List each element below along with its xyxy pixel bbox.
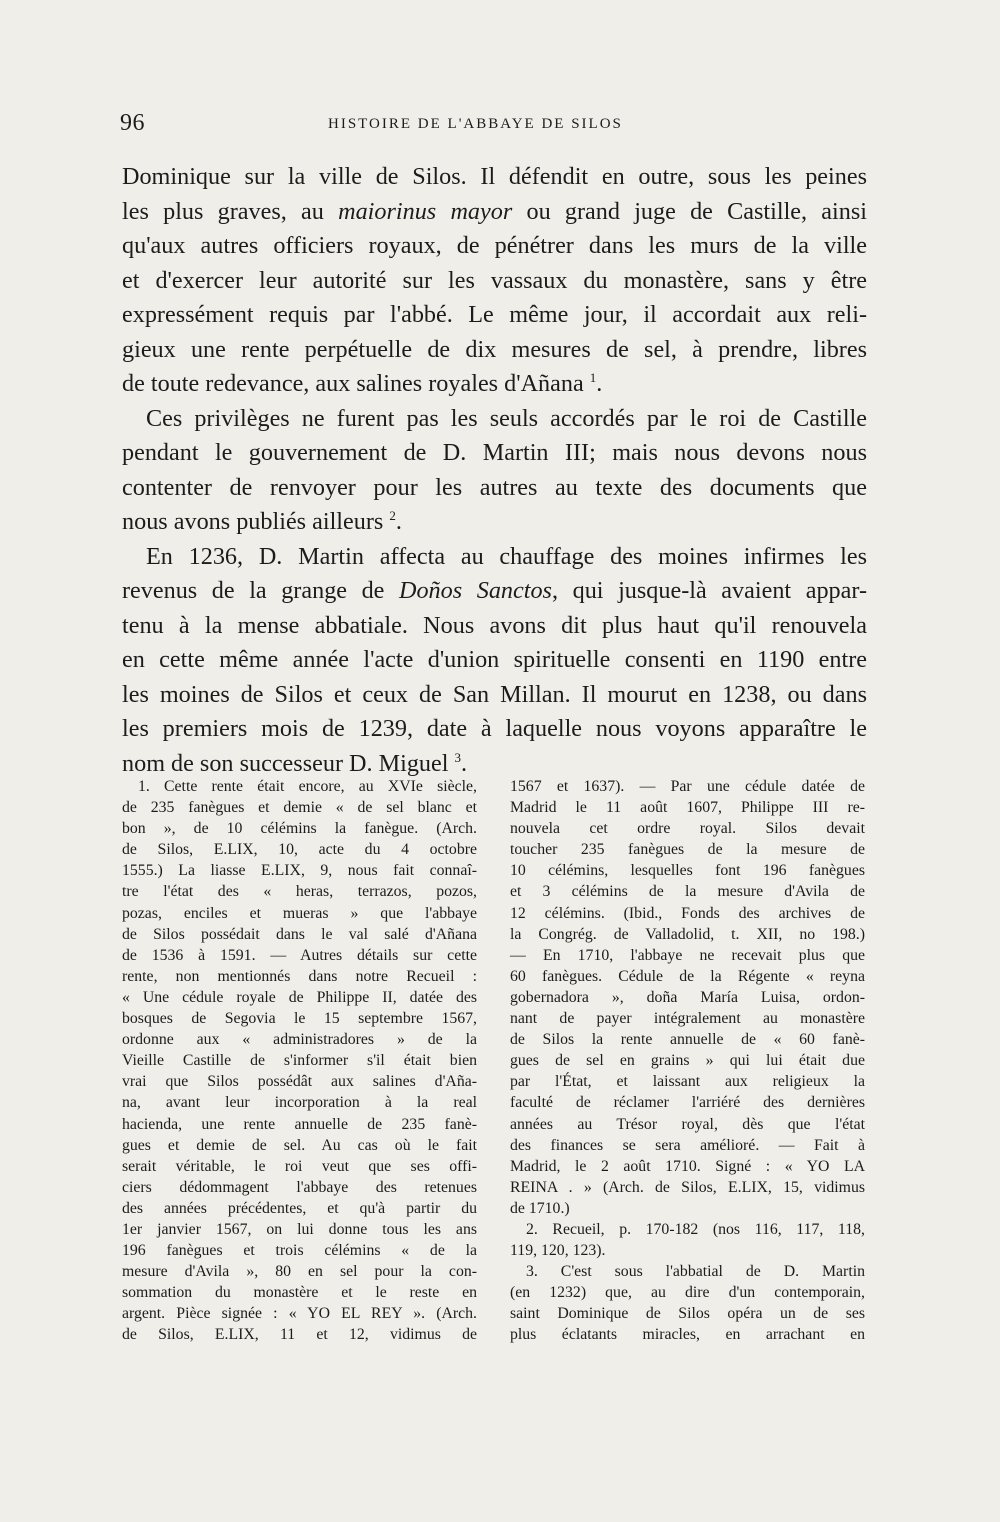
footnote-line: pozas, enciles et mueras » que l'abbaye <box>122 904 477 922</box>
footnote-line: faculté de réclamer l'arriéré des dernières <box>510 1094 865 1112</box>
footnote-line: nant de payer intégralement au monastère <box>510 1010 865 1028</box>
footnote-line: bon », de 10 célémins la fanègue. (Arch. <box>122 820 477 838</box>
footnote-line: des finances se sera amélioré. — Fait à <box>510 1136 865 1154</box>
text-line-with-italic: les plus graves, au maiorinus mayor ou grand juge de Castille, ainsi <box>122 197 867 225</box>
footnote-line: 60 fanègues. Cédule de la Régente « reyna <box>510 967 865 985</box>
footnote-line: par l'État, et laissant aux religieux la <box>510 1073 865 1091</box>
footnote-line: — En 1710, l'abbaye ne recevait plus que <box>510 946 865 964</box>
text-line-last: de toute redevance, aux salines royales d'Añana $^1$. <box>122 369 603 397</box>
footnote-line: hacienda, une rente annuelle de 235 fanè- <box>122 1115 477 1133</box>
main-text <box>122 160 867 781</box>
page-number: 96 <box>120 110 145 136</box>
footnote-line: plus éclatants miracles, en arrachant en <box>510 1326 865 1344</box>
footnotes-right-column <box>510 776 865 1346</box>
footnote-line: et 3 célémins de la mesure d'Avila de <box>510 883 865 901</box>
text-line: et d'exercer leur autorité sur les vassaux du monastère, sans y être <box>122 266 867 294</box>
footnote-line: sommation du monastère et le reste en <box>122 1284 477 1302</box>
footnote-line: gues et demie de sel. Au cas où le fait <box>122 1136 477 1154</box>
text-fragment: de toute redevance, aux salines royales d'Añana <box>122 370 584 397</box>
footnote-line: Vieille Castille de s'informer s'il était bien <box>122 1052 477 1070</box>
text-line: Dominique sur la ville de Silos. Il défendit en outre, sous les peines <box>122 163 867 190</box>
footnote-line: gobernadora », doña María Luisa, ordon- <box>510 988 865 1006</box>
footnote-line: nouvela cet ordre royal. Silos devait <box>510 820 865 838</box>
footnote-line: de 1710.) <box>510 1199 570 1217</box>
footnote-line: de Silos, E.LIX, 11 et 12, vidimus de <box>122 1326 477 1344</box>
footnote-line: vrai que Silos possédât aux salines d'Aña- <box>122 1073 477 1091</box>
footnote-line: ordonne aux « administradores » de la <box>122 1031 477 1049</box>
text-line-last: nom de son successeur D. Miguel $^3$. <box>122 749 468 777</box>
footnote-line: Madrid le 11 août 1607, Philippe III re- <box>510 799 865 817</box>
footnote-line: « Une cédule royale de Philippe II, datée des <box>122 988 477 1006</box>
footnote-line: de Silos la rente annuelle de « 60 fanè- <box>510 1031 865 1049</box>
footnote-line: de Silos, E.LIX, 10, acte du 4 octobre <box>122 841 477 859</box>
footnote-line: mesure d'Avila », 80 en sel pour la con- <box>122 1263 477 1281</box>
text-line: en cette même année l'acte d'union spirituelle consenti en 1190 entre <box>122 646 867 673</box>
text-line: En 1236, D. Martin affecta au chauffage des moines infirmes les <box>146 542 867 570</box>
footnote-line: 1555.) La liasse E.LIX, 9, nous fait connaî- <box>122 862 477 880</box>
footnote-line: argent. Pièce signée : « YO EL REY ». (Arch. <box>122 1305 477 1323</box>
footnote-line: de Silos possédait dans le val salé d'Añana <box>122 925 477 943</box>
footnote-ref: 1 <box>589 369 597 385</box>
footnote-line: tre l'état des « heras, terrazos, pozos, <box>122 883 477 901</box>
text-line: contenter de renvoyer pour les autres au texte des documents que <box>122 473 867 501</box>
text-line: gieux une rente perpétuelle de dix mesures de sel, à prendre, libres <box>122 335 867 363</box>
footnote-line: la Congrég. de Valladolid, t. XII, no 198.) <box>510 925 865 943</box>
footnote-line: (en 1232) que, au dire d'un contemporain, <box>510 1284 865 1302</box>
text-fragment: nom de son successeur D. Miguel <box>122 749 449 777</box>
footnote-line: serait véritable, le roi veut que ses offi- <box>122 1157 477 1175</box>
footnote-line: 2. Recueil, p. 170-182 (nos 116, 117, 118, <box>526 1220 865 1238</box>
italic-term: maiorinus mayor <box>338 197 513 225</box>
footnote-line: de 1536 à 1591. — Autres détails sur cette <box>122 946 477 964</box>
running-title: HISTOIRE DE L'ABBAYE DE SILOS <box>328 116 623 132</box>
footnote-line: 10 célémins, lesquelles font 196 fanègues <box>510 862 865 880</box>
footnote-line: années au Trésor royal, dès que l'état <box>510 1115 865 1133</box>
text-line: tenu à la mense abbatiale. Nous avons dit plus haut qu'il renouvela <box>122 611 867 639</box>
italic-term: Doños Sanctos <box>399 577 552 604</box>
text-line: pendant le gouvernement de D. Martin III; mais nous devons nous <box>122 439 867 466</box>
footnotes <box>122 776 877 1376</box>
text-line-with-italic: revenus de la grange de Doños Sanctos, qui jusque-là avaient appar- <box>122 577 867 604</box>
footnote-line: Madrid, le 2 août 1710. Signé : « YO LA <box>510 1157 865 1175</box>
text-line: expressément requis par l'abbé. Le même jour, il accordait aux reli- <box>122 301 867 328</box>
text-line: qu'aux autres officiers royaux, de pénétrer dans les murs de la ville <box>122 232 867 259</box>
footnote-line: 196 fanègues et trois célémins « de la <box>122 1242 477 1260</box>
footnote-line: des années précédentes, et qu'à partir du <box>122 1199 477 1217</box>
page-header <box>120 110 875 140</box>
footnote-line: rente, non mentionnés dans notre Recueil : <box>122 967 477 985</box>
footnote-line: 119, 120, 123). <box>510 1242 606 1260</box>
footnote-ref: 3 <box>454 749 462 765</box>
footnote-line: saint Dominique de Silos opéra un de ses <box>510 1305 865 1323</box>
footnotes-left-column <box>122 776 477 1346</box>
footnote-line: ciers dédommagent l'abbaye des retenues <box>122 1178 477 1196</box>
footnote-line: na, avant leur incorporation à la real <box>122 1094 477 1112</box>
footnote-line: 3. C'est sous l'abbatial de D. Martin <box>526 1263 865 1281</box>
footnote-line: 1567 et 1637). — Par une cédule datée de <box>510 778 865 795</box>
footnote-line: 1. Cette rente était encore, au XVIe siècle, <box>138 778 477 795</box>
text-line: Ces privilèges ne furent pas les seuls accordés par le roi de Castille <box>146 404 867 432</box>
footnote-line: REINA . » (Arch. de Silos, E.LIX, 15, vidimus <box>510 1178 865 1196</box>
text-line: les premiers mois de 1239, date à laquelle nous voyons apparaître le <box>122 715 867 742</box>
footnote-line: toucher 235 fanègues de la mesure de <box>510 841 865 859</box>
footnote-line: 1er janvier 1567, on lui donne tous les ans <box>122 1220 477 1238</box>
text-line: les moines de Silos et ceux de San Millan. Il mourut en 1238, ou dans <box>122 680 867 708</box>
text-line-last: nous avons publiés ailleurs $^2$. <box>122 507 402 535</box>
footnote-line: gues de sel en grains » qui lui était due <box>510 1052 865 1070</box>
footnote-line: 12 célémins. (Ibid., Fonds des archives de <box>510 904 865 922</box>
footnote-ref: 2 <box>389 507 396 523</box>
footnote-line: de 235 fanègues et demie « de sel blanc et <box>122 799 477 817</box>
text-fragment: nous avons publiés ailleurs <box>122 508 384 535</box>
footnote-line: bosques de Segovia le 15 septembre 1567, <box>122 1010 477 1028</box>
